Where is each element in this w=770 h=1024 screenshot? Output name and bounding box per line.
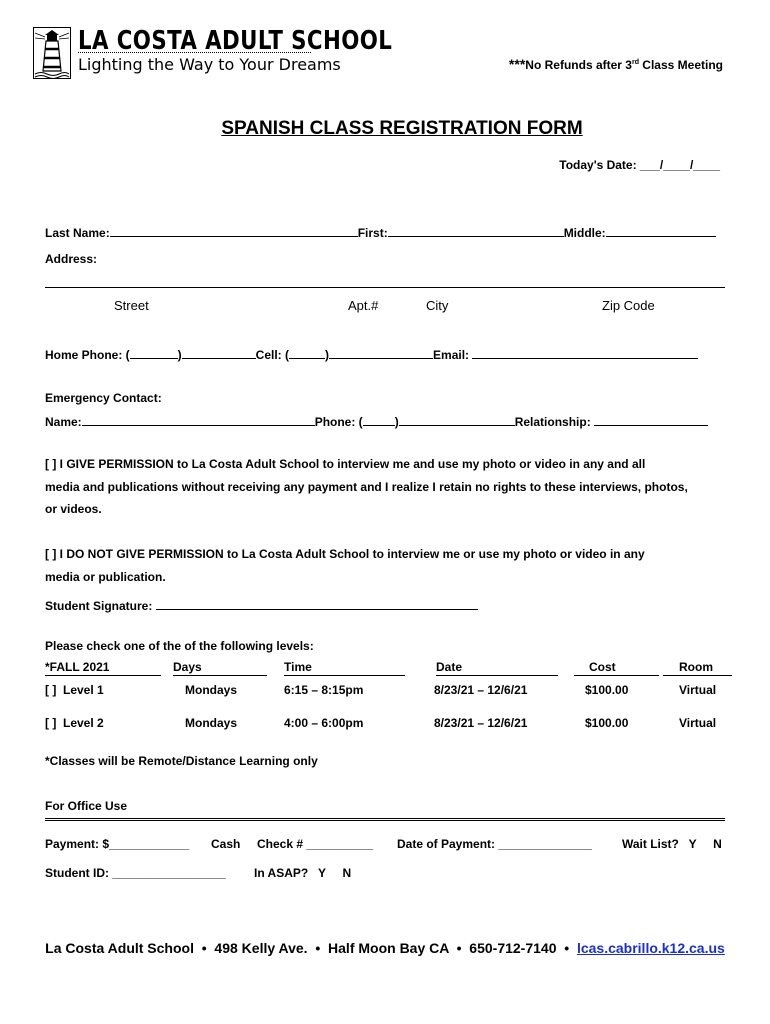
notice-text: No Refunds after 3 xyxy=(525,58,632,72)
student-id-field[interactable]: Student ID: _________________ xyxy=(45,866,226,880)
logo-divider xyxy=(78,52,311,53)
level-1-time: 6:15 – 8:15pm xyxy=(284,683,364,697)
last-name-label: Last Name: xyxy=(45,226,110,240)
emergency-phone-paren: ) xyxy=(394,415,399,429)
email-label: Email: xyxy=(433,348,470,362)
level-2-room: Virtual xyxy=(679,716,717,730)
signature-field[interactable] xyxy=(156,597,478,610)
emergency-row xyxy=(45,413,708,429)
name-row xyxy=(45,224,716,240)
payment-field[interactable]: Payment: $____________ xyxy=(45,837,190,851)
phone-row xyxy=(45,346,698,362)
header-cost: Cost xyxy=(574,660,659,676)
notice-text-end: Class Meeting xyxy=(638,58,723,72)
check-number-field[interactable]: Check # __________ xyxy=(257,837,374,851)
address-label: Address: xyxy=(45,252,98,266)
emergency-phone-label: Phone: ( xyxy=(314,415,363,429)
lighthouse-logo-icon xyxy=(33,27,71,79)
relationship-field[interactable] xyxy=(594,413,708,426)
notice-superscript: rd xyxy=(631,59,639,66)
refund-notice xyxy=(509,56,723,72)
city-caption: City xyxy=(426,298,449,313)
address-line[interactable] xyxy=(45,287,725,288)
cash-option[interactable]: Cash xyxy=(211,837,241,851)
office-divider xyxy=(45,818,725,821)
office-heading: For Office Use xyxy=(45,799,128,813)
cell-area-code-field[interactable] xyxy=(289,346,325,359)
footer-website-link[interactable]: lcas.cabrillo.k12.ca.us xyxy=(576,940,725,956)
home-area-code-field[interactable] xyxy=(130,346,178,359)
level-2-time: 4:00 – 6:00pm xyxy=(284,716,364,730)
form-title: SPANISH CLASS REGISTRATION FORM xyxy=(221,118,583,139)
level-1-days: Mondays xyxy=(185,683,238,697)
home-phone-field[interactable] xyxy=(182,346,256,359)
logo-tagline: Lighting the Way to Your Dreams xyxy=(78,55,341,74)
permission-yes-text: media and publications without receiving any payment and I realize I retain no rights to these interviews, photos, xyxy=(45,480,688,494)
levels-prompt: Please check one of the of the following levels: xyxy=(45,639,314,653)
home-phone-label: Home Phone: ( xyxy=(45,348,130,362)
signature-label: Student Signature: xyxy=(45,599,153,613)
remote-note: *Classes will be Remote/Distance Learning only xyxy=(45,754,318,768)
header-room: Room xyxy=(663,660,732,676)
emergency-heading: Emergency Contact: xyxy=(45,391,162,405)
zip-caption: Zip Code xyxy=(602,298,655,313)
header-term: *FALL 2021 xyxy=(45,660,161,676)
level-1-checkbox[interactable]: [ ] Level 1 xyxy=(45,683,104,697)
street-caption: Street xyxy=(114,298,149,313)
emergency-area-code-field[interactable] xyxy=(363,413,395,426)
level-2-date: 8/23/21 – 12/6/21 xyxy=(434,716,528,730)
level-2-checkbox[interactable]: [ ] Level 2 xyxy=(45,716,104,730)
permission-yes-checkbox[interactable]: [ ] I GIVE PERMISSION to La Costa Adult School to interview me and use my photo or video in any and all xyxy=(45,457,646,471)
cell-field[interactable] xyxy=(329,346,433,359)
cell-label: Cell: ( xyxy=(255,348,290,362)
permission-no-checkbox[interactable]: [ ] I DO NOT GIVE PERMISSION to La Costa Adult School to interview me or use my photo or video in any xyxy=(45,547,645,561)
first-name-label: First: xyxy=(357,226,388,240)
level-1-date: 8/23/21 – 12/6/21 xyxy=(434,683,528,697)
emergency-name-field[interactable] xyxy=(82,413,315,426)
level-2-days: Mondays xyxy=(185,716,238,730)
logo-title: LA COSTA ADULT SCHOOL xyxy=(78,26,393,56)
level-1-room: Virtual xyxy=(679,683,717,697)
header-time: Time xyxy=(284,660,405,676)
permission-no-text: media or publication. xyxy=(45,570,166,584)
middle-name-label: Middle: xyxy=(563,226,606,240)
first-name-field[interactable] xyxy=(388,224,564,237)
signature-row xyxy=(45,597,478,613)
email-field[interactable] xyxy=(472,346,698,359)
in-asap-field[interactable]: In ASAP? Y N xyxy=(254,866,352,880)
permission-yes-text-end: or videos. xyxy=(45,502,102,516)
footer-text: La Costa Adult School • 498 Kelly Ave. • Half Moon Bay CA • 650-712-7140 • xyxy=(45,940,577,956)
footer xyxy=(0,940,770,956)
todays-date-field[interactable]: Today's Date: ___/____/____ xyxy=(559,158,720,172)
header-days: Days xyxy=(173,660,267,676)
emergency-phone-field[interactable] xyxy=(399,413,515,426)
date-of-payment-field[interactable]: Date of Payment: ______________ xyxy=(397,837,592,851)
wait-list-field[interactable]: Wait List? Y N xyxy=(622,837,722,851)
middle-name-field[interactable] xyxy=(606,224,716,237)
apt-caption: Apt.# xyxy=(348,298,379,313)
level-1-cost: $100.00 xyxy=(585,683,629,697)
notice-stars: *** xyxy=(508,56,526,72)
last-name-field[interactable] xyxy=(110,224,358,237)
home-phone-paren: ) xyxy=(177,348,182,362)
relationship-label: Relationship: xyxy=(514,415,591,429)
header-date: Date xyxy=(436,660,558,676)
emergency-name-label: Name: xyxy=(45,415,82,429)
level-2-cost: $100.00 xyxy=(585,716,629,730)
cell-paren: ) xyxy=(325,348,330,362)
